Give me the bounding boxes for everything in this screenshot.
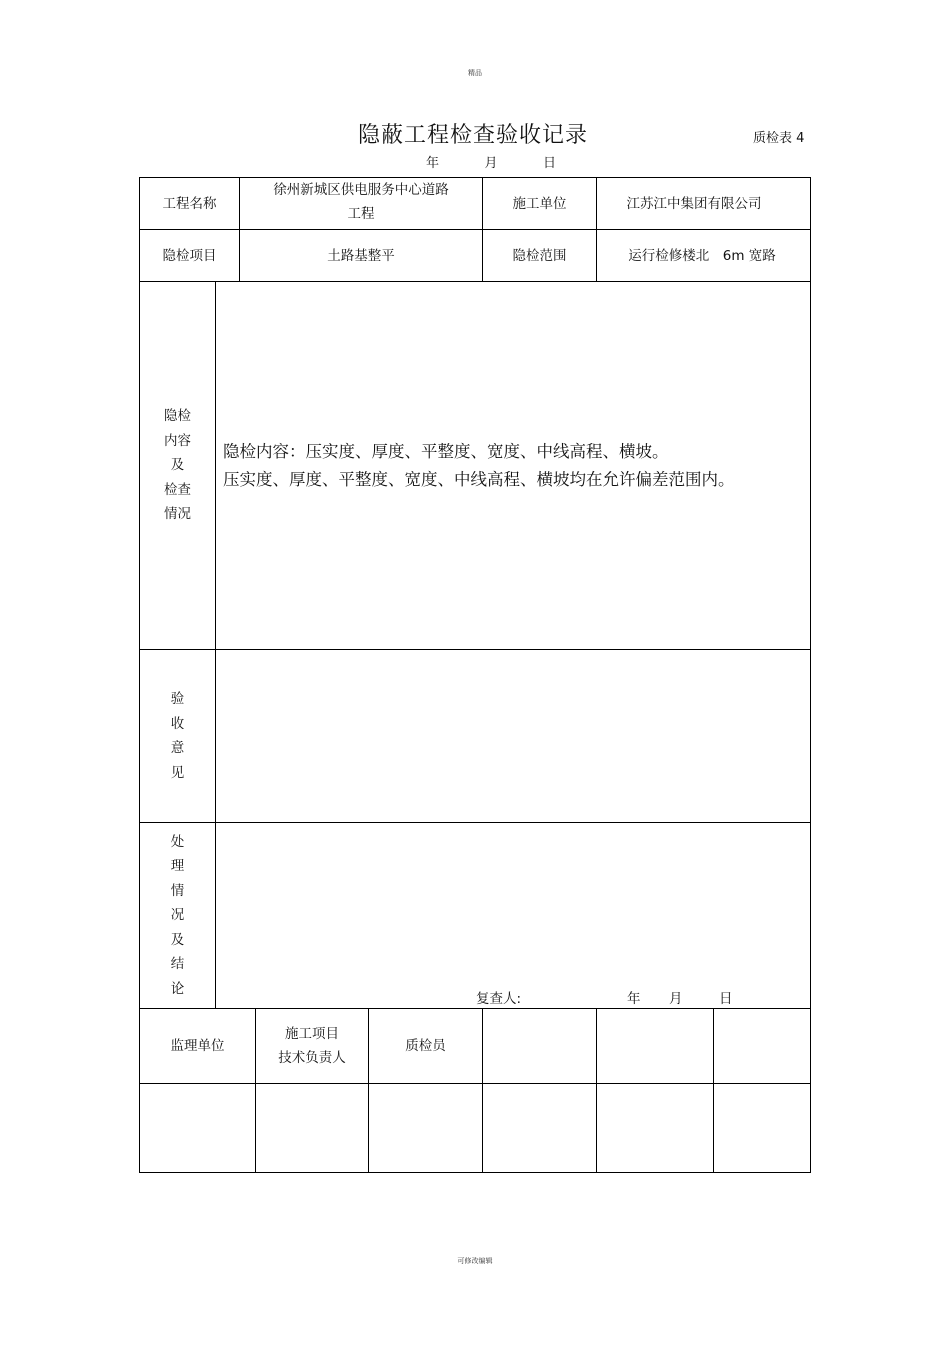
content-label-line: 内容 (164, 432, 191, 449)
handling-label-line: 理 (170, 858, 185, 875)
review-date-month: 月 (669, 991, 683, 1007)
handling-label-line: 情 (170, 882, 185, 899)
content-line-2: 压实度、厚度、平整度、宽度、中线高程、横坡均在允许偏差范围内。 (223, 470, 735, 489)
form-number: 质检表 4 (753, 131, 805, 146)
inspector-label: 质检员 (405, 1038, 446, 1054)
handling-label-line: 及 (170, 931, 185, 948)
review-date-year: 年 (627, 991, 641, 1007)
acceptance-section-label (140, 650, 215, 822)
header-note: 精品 (468, 69, 482, 77)
table-border-bottom (139, 1172, 811, 1173)
column-divider (215, 281, 216, 1008)
inspection-item-value: 土路基整平 (327, 247, 395, 264)
acceptance-label-line: 见 (170, 764, 185, 781)
handling-label-line: 结 (170, 956, 185, 973)
date-line (426, 152, 556, 171)
row-divider (139, 649, 811, 650)
project-name-value (240, 176, 482, 227)
inspection-item-label: 隐检项目 (162, 247, 217, 264)
review-date-day: 日 (719, 991, 733, 1007)
tech-lead-label (256, 1009, 368, 1083)
tech-lead-line1: 施工项目 (285, 1026, 339, 1042)
column-divider (596, 1008, 597, 1172)
reviewer-label: 复查人: (476, 991, 522, 1007)
handling-label-line: 况 (170, 907, 185, 924)
row-divider (139, 822, 811, 823)
column-divider (713, 1008, 714, 1172)
acceptance-label-line: 意 (170, 740, 185, 756)
content-label-line: 检查 (164, 481, 191, 498)
table-border-right (810, 177, 811, 1173)
content-line-1: 隐检内容：压实度、厚度、平整度、宽度、中线高程、横坡。 (223, 442, 669, 461)
inspection-content (223, 438, 735, 494)
project-name-line1: 徐州新城区供电服务中心道路 (273, 181, 449, 198)
handling-section-label (140, 823, 215, 1008)
content-label-line: 隐检 (164, 408, 191, 425)
content-label-line: 及 (170, 457, 185, 474)
handling-label-line: 处 (170, 833, 185, 850)
column-divider (482, 1008, 483, 1172)
date-year: 年 (426, 156, 440, 171)
content-label-line: 情况 (164, 506, 191, 523)
content-section-label (140, 282, 215, 649)
page-title: 隐蔽工程检查验收记录 (357, 123, 588, 148)
row-divider (139, 281, 811, 282)
project-name-label: 工程名称 (162, 195, 217, 212)
acceptance-label-line: 收 (170, 715, 185, 732)
tech-lead-line2: 技术负责人 (278, 1050, 346, 1066)
acceptance-label-line: 验 (170, 691, 185, 707)
inspection-scope-label: 隐检范围 (512, 247, 567, 264)
date-month: 月 (484, 156, 498, 171)
contractor-value: 江苏江中集团有限公司 (626, 195, 762, 212)
handling-label-line: 论 (170, 980, 185, 997)
project-name-line2: 工程 (347, 205, 375, 222)
contractor-label: 施工单位 (512, 195, 567, 212)
row-divider (139, 1083, 811, 1084)
footer-note: 可修改编辑 (457, 1257, 493, 1265)
inspection-scope-value: 运行检修楼北 6m 宽路 (628, 247, 776, 264)
supervisor-label: 监理单位 (170, 1038, 225, 1054)
date-day: 日 (542, 156, 556, 171)
